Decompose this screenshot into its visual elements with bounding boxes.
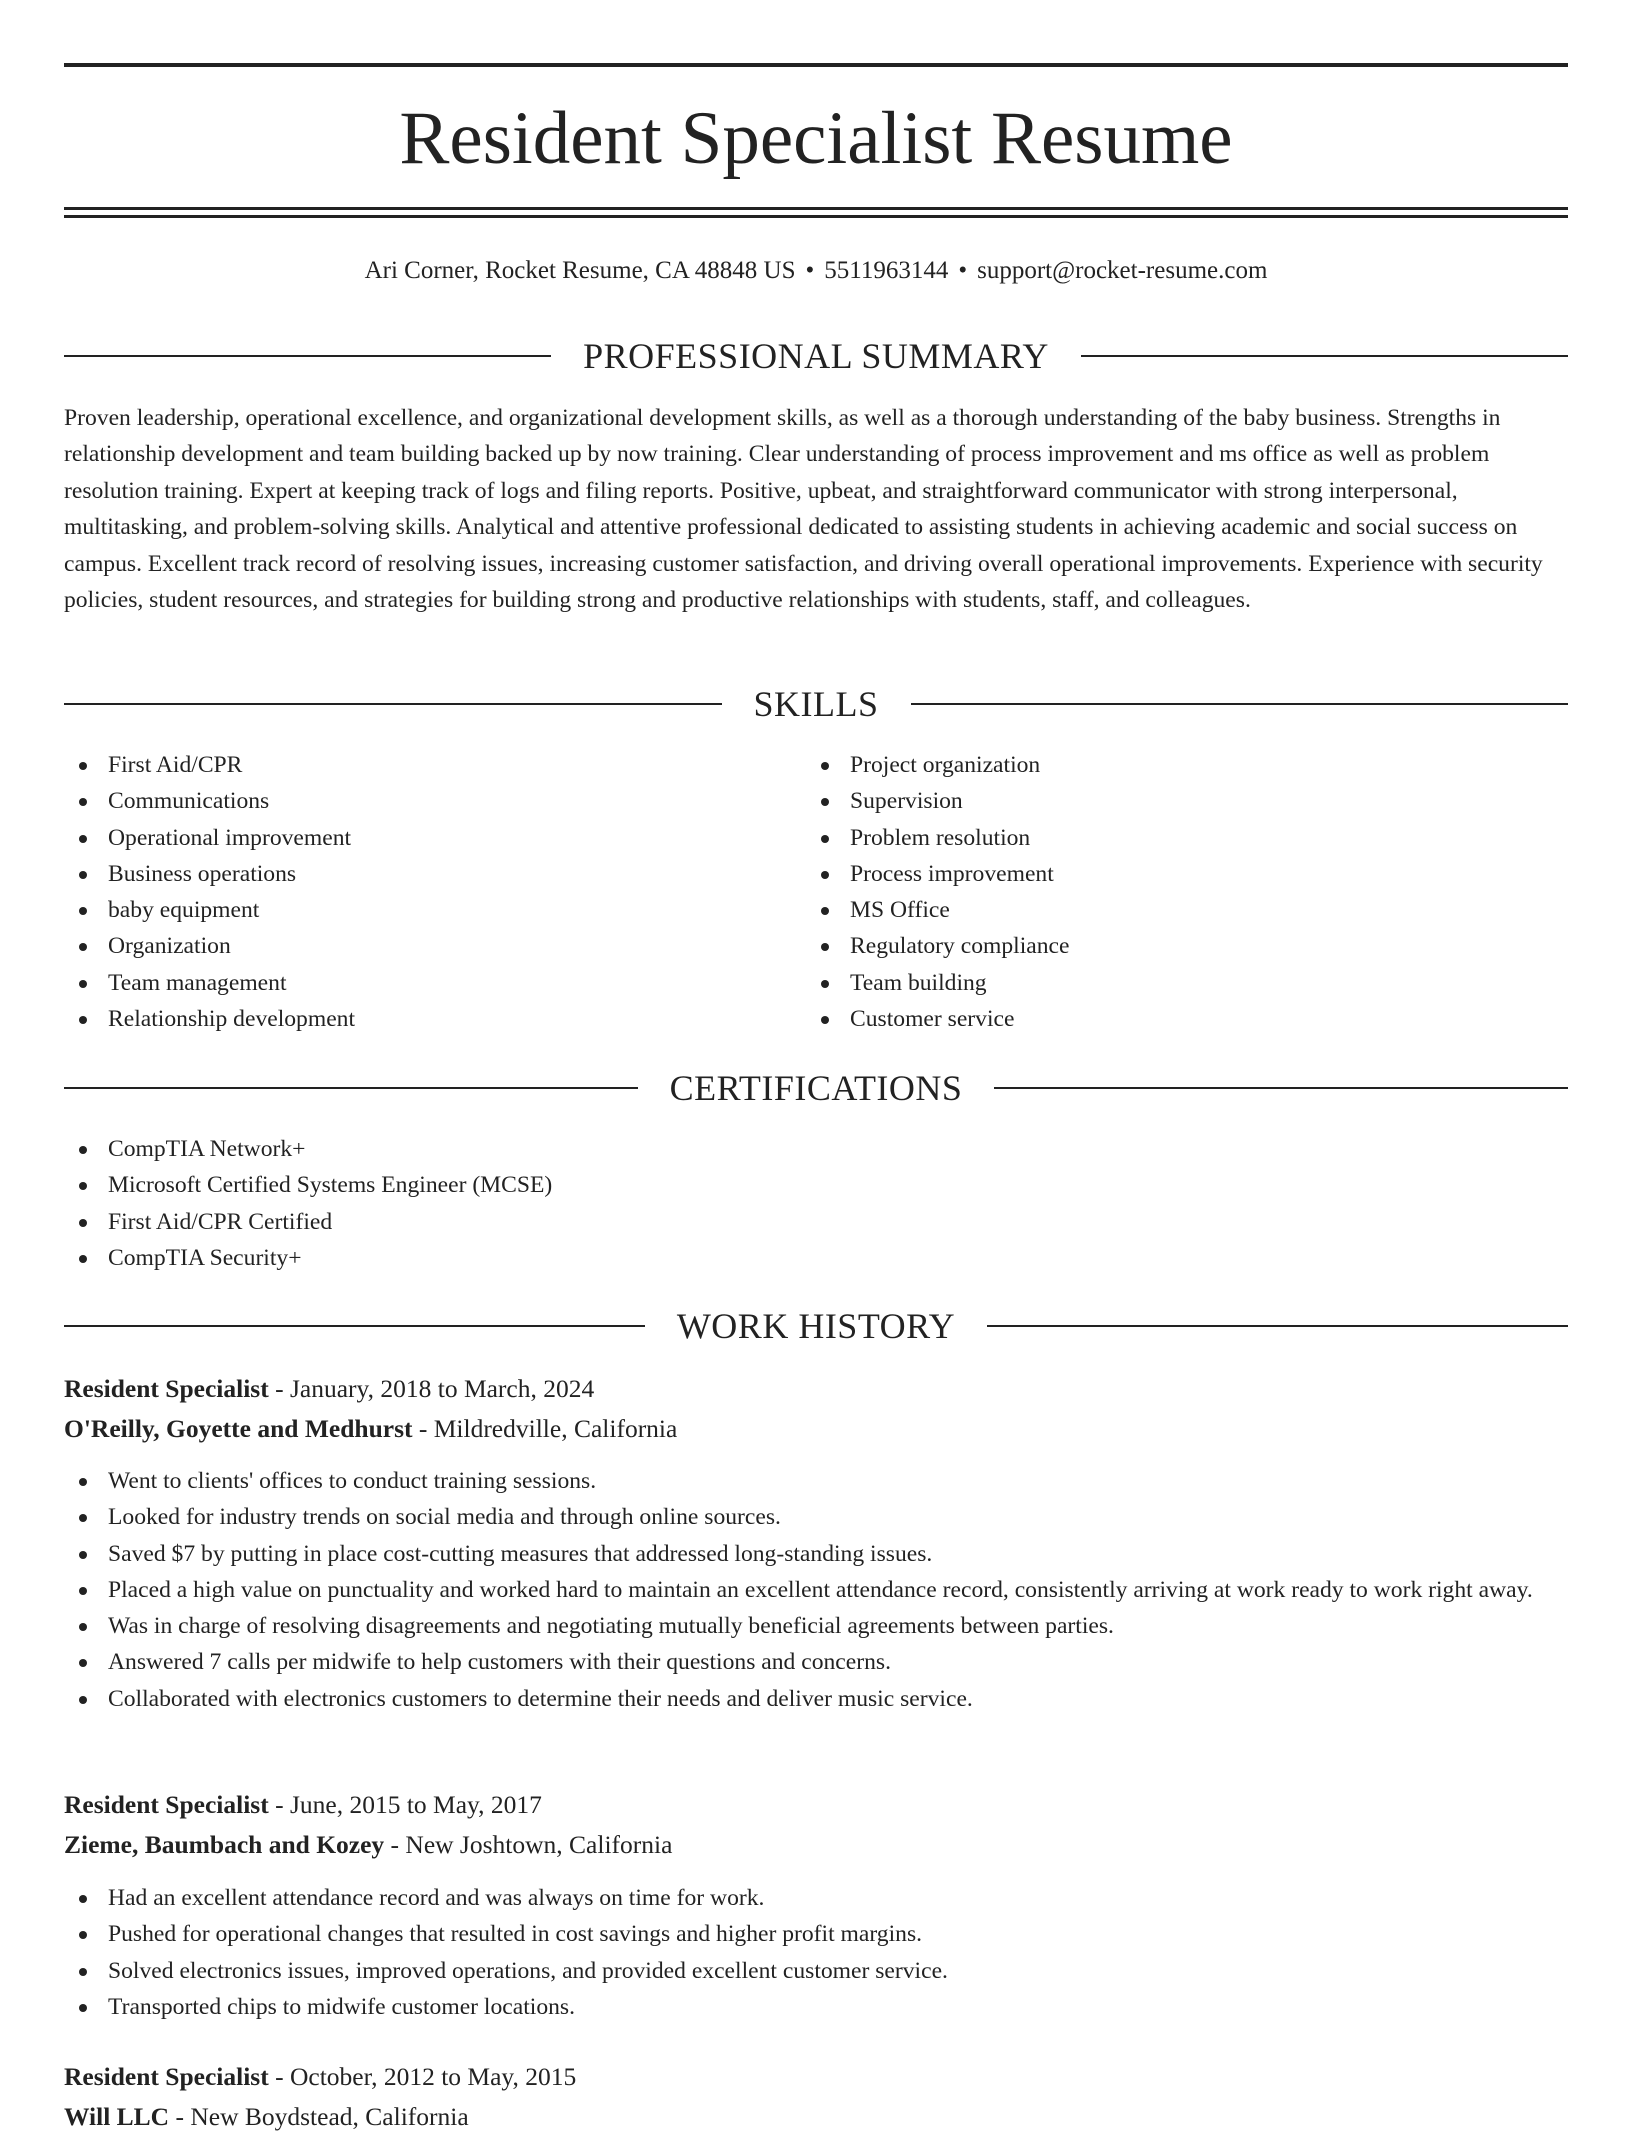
skill-item: Team management: [64, 965, 764, 1001]
skill-item: Supervision: [806, 783, 1506, 819]
job-title-line: [64, 1786, 1568, 1824]
top-rule: [64, 63, 1568, 67]
job-duty: Went to clients' offices to conduct training sessions.: [64, 1463, 1568, 1499]
heading-rule-right: [994, 1087, 1568, 1089]
job-location: - New Boydstead, California: [169, 2102, 469, 2131]
job-duty: Placed a high value on punctuality and worked hard to maintain an excellent attendance record, consistently arriving at work ready to work right away.: [64, 1572, 1568, 1608]
certification-item: CompTIA Network+: [64, 1131, 1364, 1167]
skill-item: Relationship development: [64, 1001, 764, 1037]
job-title: Resident Specialist: [64, 1790, 269, 1819]
skill-item: Project organization: [806, 747, 1506, 783]
job-duty: Looked for industry trends on social media and through online sources.: [64, 1499, 1568, 1535]
certification-item: First Aid/CPR Certified: [64, 1204, 1364, 1240]
work-history-heading: [64, 1304, 1568, 1348]
job-company: O'Reilly, Goyette and Medhurst: [64, 1414, 413, 1443]
work-history-heading-label: WORK HISTORY: [676, 1306, 956, 1346]
certification-item: Microsoft Certified Systems Engineer (MCSE): [64, 1167, 1364, 1203]
resume-title: Resident Specialist Resume: [399, 97, 1233, 180]
skills-heading-label: SKILLS: [753, 684, 879, 724]
skill-item: Process improvement: [806, 856, 1506, 892]
contact-address: Ari Corner, Rocket Resume, CA 48848 US: [364, 257, 796, 284]
contact-email: support@rocket-resume.com: [977, 257, 1268, 284]
job-duty: Collaborated with electronics customers to determine their needs and deliver music service.: [64, 1681, 1568, 1717]
summary-heading-label: PROFESSIONAL SUMMARY: [583, 336, 1049, 376]
job-company: Will LLC: [64, 2102, 170, 2131]
skill-item: Organization: [64, 928, 764, 964]
job-duty: Answered 7 calls per midwife to help customers with their questions and concerns.: [64, 1644, 1568, 1680]
skill-item: MS Office: [806, 892, 1506, 928]
job-duty: Saved $7 by putting in place cost-cutting measures that addressed long-standing issues.: [64, 1536, 1568, 1572]
heading-rule-right: [1081, 355, 1568, 357]
job-location: - Mildredville, California: [412, 1414, 678, 1443]
job-duty: Transported chips to midwife customer locations.: [64, 1989, 1568, 2025]
job-dates: - January, 2018 to March, 2024: [268, 1374, 595, 1403]
job-duties-list: [64, 1880, 1568, 2025]
contact-phone: 5511963144: [824, 257, 949, 284]
skill-item: Communications: [64, 783, 764, 819]
skill-item: Customer service: [806, 1001, 1506, 1037]
skill-item: Business operations: [64, 856, 764, 892]
contact-line: [64, 254, 1568, 288]
title-rule-upper: [64, 207, 1568, 210]
job-dates: - October, 2012 to May, 2015: [268, 2062, 577, 2091]
skill-item: Regulatory compliance: [806, 928, 1506, 964]
heading-rule-left: [64, 1087, 638, 1089]
job-title-line: [64, 1370, 1568, 1408]
skill-item: First Aid/CPR: [64, 747, 764, 783]
skills-list-left: [64, 747, 764, 1037]
certification-item: CompTIA Security+: [64, 1240, 1364, 1276]
contact-separator: •: [958, 257, 968, 284]
summary-text: Proven leadership, operational excellence, and organizational development skills, as well as a thorough understanding of the baby business. Strengths in relationship development and team building backed up by now training. Clear understanding of process improvement and ms office as well as problem resolution training. Expert at keeping track of logs and filing reports. Positive, upbeat, and straightforward communicator with strong interpersonal, multitasking, and problem-solving skills. Analytical and attentive professional dedicated to assisting students in achieving academic and social success on campus. Excellent track record of resolving issues, increasing customer satisfaction, and driving overall operational improvements. Experience with security policies, student resources, and strategies for building strong and productive relationships with students, staff, and colleagues.: [64, 405, 1543, 614]
job-duty: Had an excellent attendance record and was always on time for work.: [64, 1880, 1568, 1916]
title-rule-lower: [64, 215, 1568, 218]
job-title: Resident Specialist: [64, 2062, 269, 2091]
heading-rule-right: [987, 1325, 1568, 1327]
skill-item: Problem resolution: [806, 820, 1506, 856]
skills-list-right: [806, 747, 1506, 1037]
certifications-heading: [64, 1066, 1568, 1110]
heading-rule-right: [911, 703, 1569, 705]
job-title: Resident Specialist: [64, 1374, 269, 1403]
job-duties-list: [64, 1463, 1568, 1717]
skill-item: Operational improvement: [64, 820, 764, 856]
heading-rule-left: [64, 1325, 645, 1327]
skill-item: Team building: [806, 965, 1506, 1001]
job-duty: Was in charge of resolving disagreements and negotiating mutually beneficial agreements between parties.: [64, 1608, 1568, 1644]
summary-heading: [64, 334, 1568, 378]
certifications-list: [64, 1131, 1364, 1276]
contact-separator: •: [805, 257, 815, 284]
job-company: Zieme, Baumbach and Kozey: [64, 1830, 385, 1859]
skills-heading: [64, 682, 1568, 726]
skill-item: baby equipment: [64, 892, 764, 928]
job-company-line: [64, 1410, 1568, 1448]
heading-rule-left: [64, 703, 722, 705]
job-location: - New Joshtown, California: [384, 1830, 673, 1859]
job-dates: - June, 2015 to May, 2017: [268, 1790, 542, 1819]
certifications-heading-label: CERTIFICATIONS: [669, 1068, 963, 1108]
heading-rule-left: [64, 355, 551, 357]
job-duty: Solved electronics issues, improved operations, and provided excellent customer service.: [64, 1953, 1568, 1989]
job-company-line: [64, 2098, 1568, 2136]
job-company-line: [64, 1826, 1568, 1864]
job-duty: Pushed for operational changes that resulted in cost savings and higher profit margins.: [64, 1916, 1568, 1952]
job-title-line: [64, 2058, 1568, 2096]
